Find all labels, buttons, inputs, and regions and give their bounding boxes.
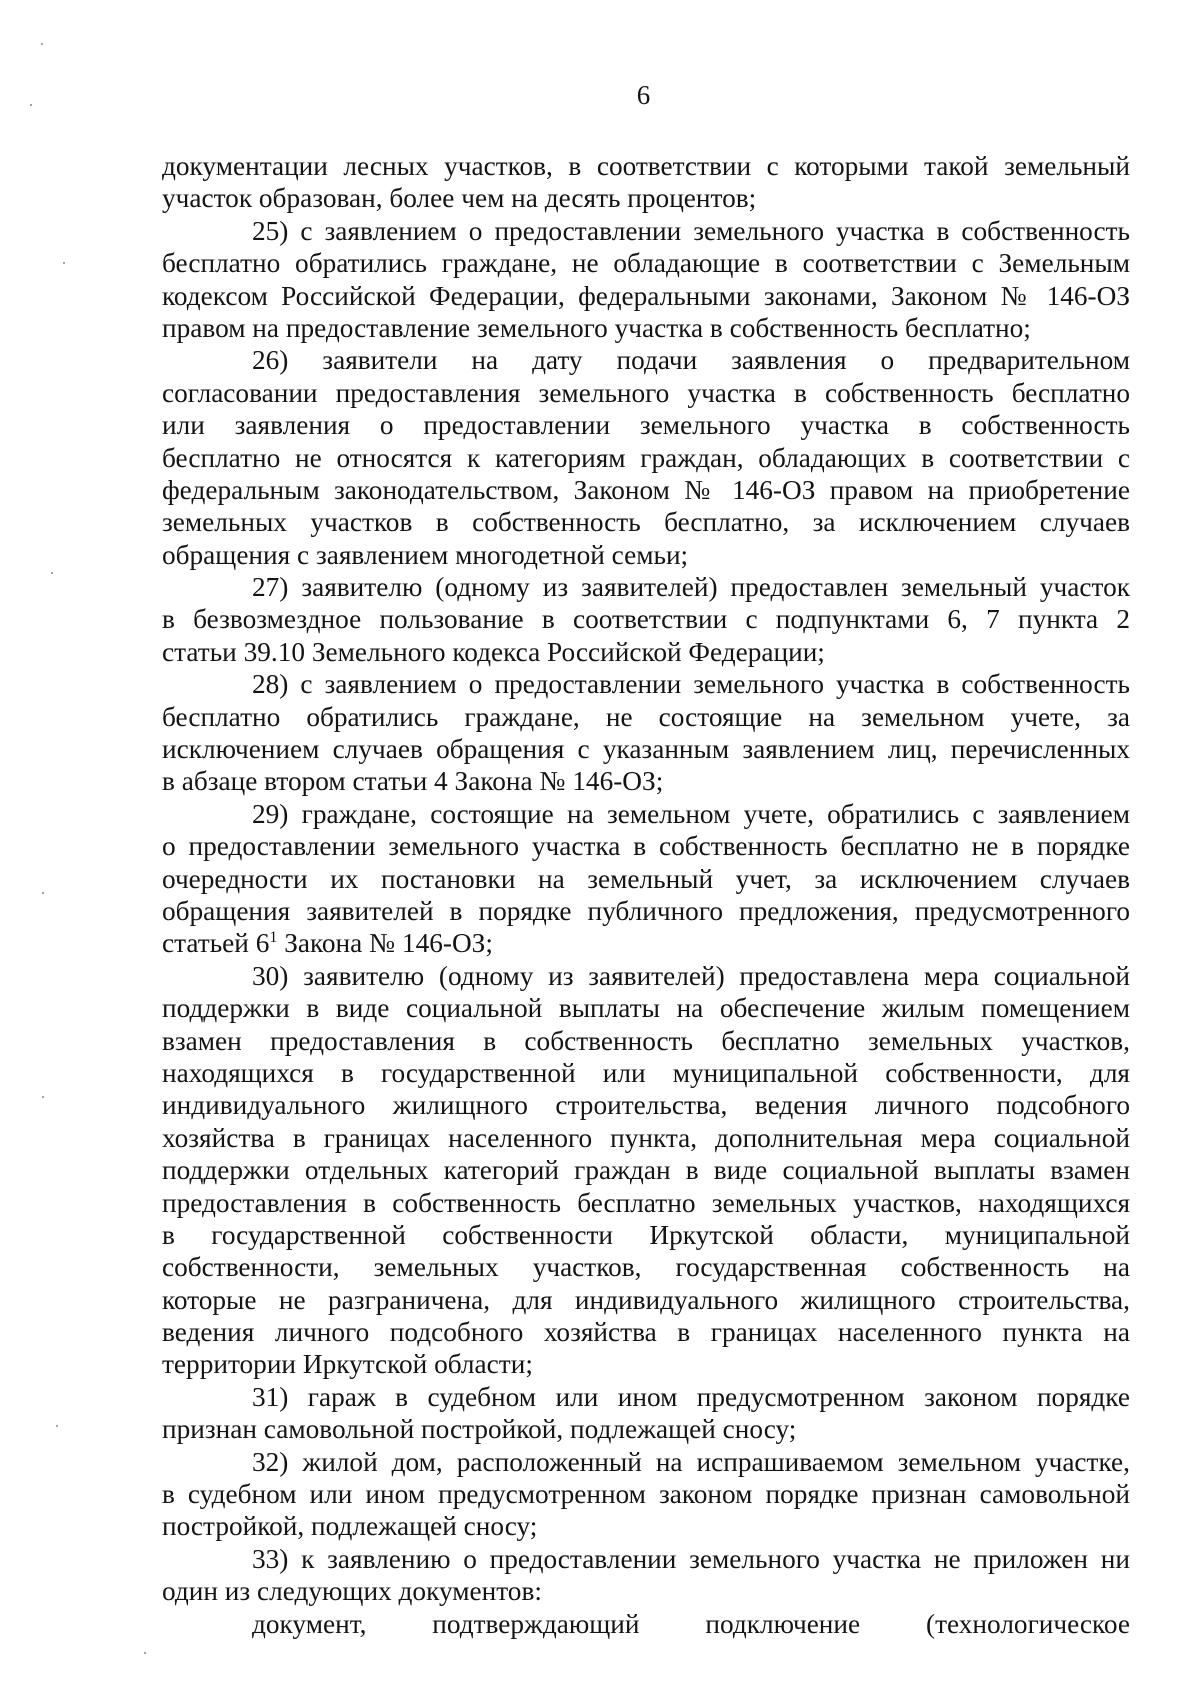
text-line: предоставления в собственность бесплатно земельных участков, находящихся xyxy=(162,1187,1130,1218)
text-line: 32) жилой дом, расположенный на испрашиваемом земельном участке, xyxy=(252,1446,1130,1477)
text-line: в судебном или ином предусмотренном законом порядке признан самовольной xyxy=(162,1479,1130,1510)
text-line: исключением случаев обращения с указанным заявлением лиц, перечисленных xyxy=(162,734,1130,765)
text-line: в государственной собственности Иркутской области, муниципальной xyxy=(162,1219,1130,1250)
text-line: участок образован, более чем на десять процентов; xyxy=(162,183,757,214)
text-line: бесплатно обратились граждане, не обладающие в соответствии с Земельным xyxy=(162,248,1130,279)
text-line: 31) гараж в судебном или ином предусмотренном законом порядке xyxy=(252,1381,1130,1412)
text-line: 27) заявителю (одному из заявителей) предоставлен земельный участок xyxy=(252,572,1130,603)
text-line: индивидуального жилищного строительства, ведения личного подсобного xyxy=(162,1090,1130,1121)
text-line-with-superscript xyxy=(162,927,1130,959)
text-line: хозяйства в границах населенного пункта, дополнительная мера социальной xyxy=(162,1122,1130,1153)
text-line: обращения с заявлением многодетной семьи; xyxy=(162,539,689,570)
text-line: обращения заявителей в порядке публичного предложения, предусмотренного xyxy=(162,895,1130,926)
text-line: земельных участков в собственность бесплатно, за исключением случаев xyxy=(162,507,1130,538)
text-line: поддержки отдельных категорий граждан в виде социальной выплаты взамен xyxy=(162,1155,1130,1186)
superscript: 1 xyxy=(269,929,278,947)
text-line: собственности, земельных участков, государственная собственность на xyxy=(162,1252,1130,1283)
text-line: документации лесных участков, в соответствии с которыми такой земельный xyxy=(162,151,1130,181)
text-line: документ, подтверждающий подключение (технологическое xyxy=(252,1608,1130,1639)
text-line: находящихся в государственной или муниципальной собственности, для xyxy=(162,1057,1130,1088)
text-line: которые не разграничена, для индивидуального жилищного строительства, xyxy=(162,1284,1130,1315)
text-line: 30) заявителю (одному из заявителей) предоставлена мера социальной xyxy=(252,960,1130,991)
text-line: взамен предоставления в собственность бесплатно земельных участков, xyxy=(162,1025,1130,1056)
text-line: в безвозмездное пользование в соответствии с подпунктами 6, 7 пункта 2 xyxy=(162,604,1130,635)
document-body xyxy=(162,150,1130,1640)
scan-speck xyxy=(63,262,65,264)
text-line: один из следующих документов: xyxy=(162,1576,542,1607)
text-line: правом на предоставление земельного участка в собственность бесплатно; xyxy=(162,312,1031,343)
text-line: или заявления о предоставлении земельного участка в собственность xyxy=(162,410,1130,441)
text-line: бесплатно не относятся к категориям граждан, обладающих в соответствии с xyxy=(162,442,1130,473)
text-line: постройкой, подлежащей сносу; xyxy=(162,1511,538,1542)
scan-speck xyxy=(42,1096,44,1098)
text-line: бесплатно обратились граждане, не состоящие на земельном учете, за xyxy=(162,701,1130,732)
text-line: о предоставлении земельного участка в собственность бесплатно не в порядке xyxy=(162,831,1130,862)
text-line: поддержки в виде социальной выплаты на обеспечение жилым помещением xyxy=(162,993,1130,1024)
text-line: 28) с заявлением о предоставлении земельного участка в собственность xyxy=(252,669,1130,700)
text-fragment: статьей 6 xyxy=(162,928,270,959)
text-line: статьи 39.10 Земельного кодекса Российской Федерации; xyxy=(162,636,825,667)
text-line: согласовании предоставления земельного участка в собственность бесплатно xyxy=(162,377,1130,408)
text-line: ведения личного подсобного хозяйства в границах населенного пункта на xyxy=(162,1317,1130,1348)
text-line: в абзаце втором статьи 4 Закона № 146-ОЗ; xyxy=(162,766,664,797)
page-number: 6 xyxy=(636,80,651,110)
text-line: 29) граждане, состоящие на земельном учете, обратились с заявлением xyxy=(252,798,1130,829)
scan-speck xyxy=(51,572,53,574)
scan-speck xyxy=(42,892,44,894)
text-line: кодексом Российской Федерации, федеральными законами, Законом № 146-ОЗ xyxy=(162,280,1130,311)
text-line: федеральным законодательством, Законом № 146-ОЗ правом на приобретение xyxy=(162,474,1130,505)
scan-speck xyxy=(144,1652,146,1654)
text-fragment: Закона № 146-ОЗ; xyxy=(277,928,493,959)
text-line: 25) с заявлением о предоставлении земельного участка в собственность xyxy=(252,215,1130,246)
scan-speck xyxy=(56,1425,58,1427)
text-line: признан самовольной постройкой, подлежащей сносу; xyxy=(162,1414,797,1445)
text-line: 26) заявители на дату подачи заявления о предварительном xyxy=(252,345,1130,376)
text-line: очередности их постановки на земельный учет, за исключением случаев xyxy=(162,863,1130,894)
text-line: территории Иркутской области; xyxy=(162,1349,533,1380)
scan-speck xyxy=(41,43,43,45)
text-line: 33) к заявлению о предоставлении земельного участка не приложен ни xyxy=(252,1543,1130,1574)
